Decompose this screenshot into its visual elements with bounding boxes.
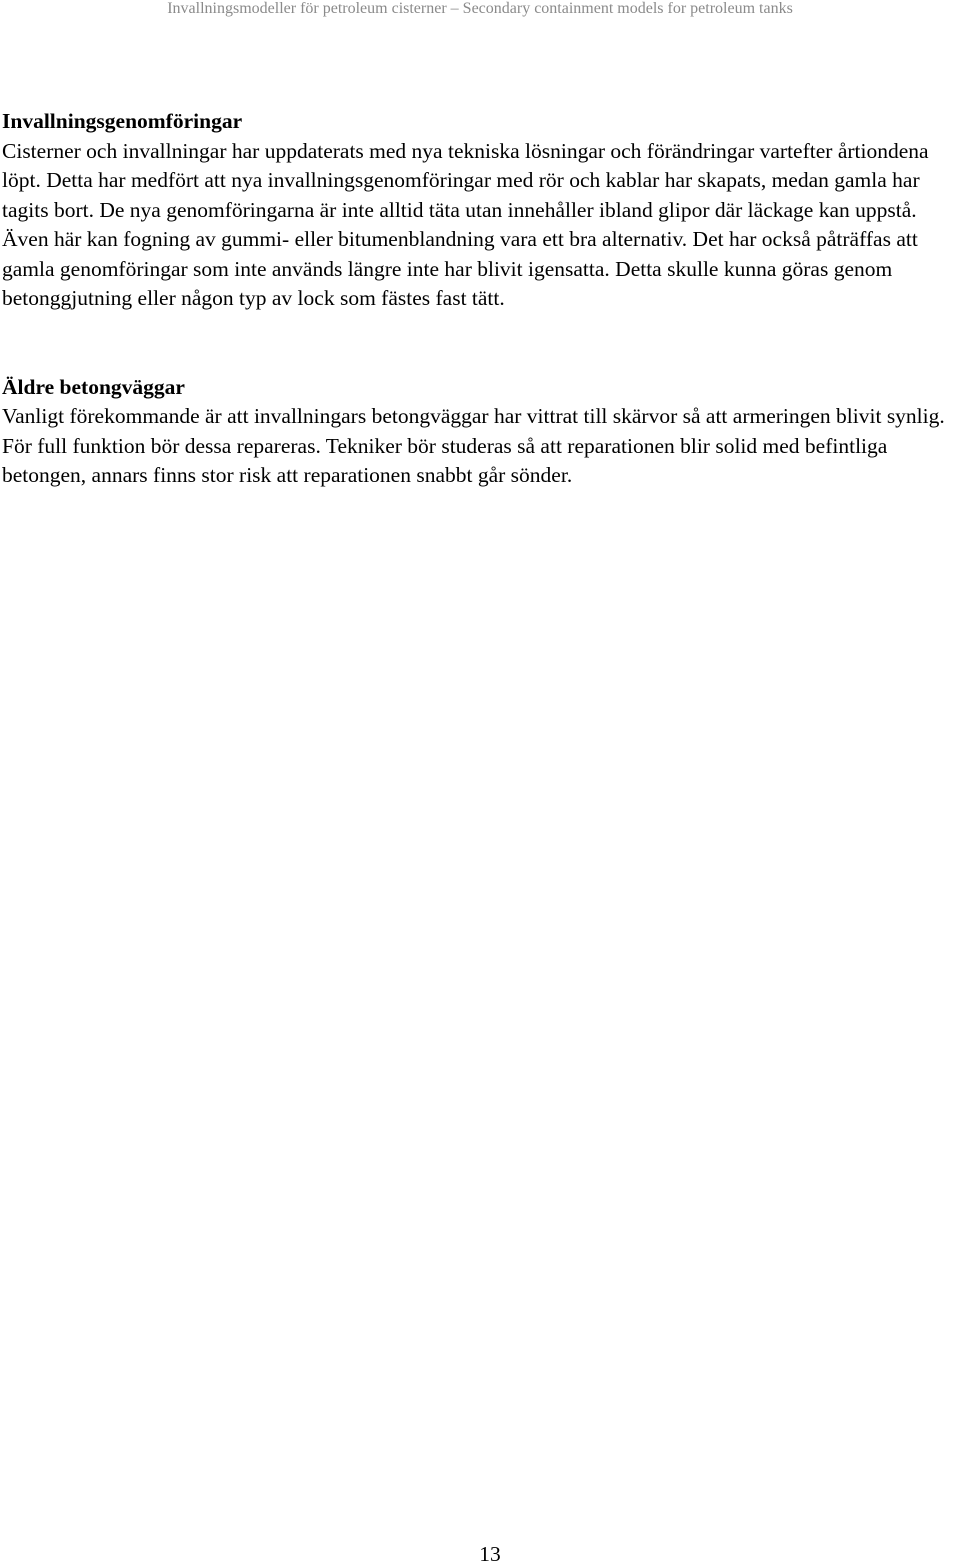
running-header: Invallningsmodeller för petroleum cisterner – Secondary containment models for petroleum tanks — [167, 0, 793, 17]
section-paragraph: Vanligt förekommande är att invallningars betongväggar har vittrat till skärvor så att armeringen blivit synlig. För full funktion bör dessa repareras. Tekniker bör studeras så att reparationen blir solid med befintliga betongen, annars finns stor risk att reparationen snabbt går sönder. — [2, 404, 945, 487]
section-heading: Äldre betongväggar — [2, 374, 185, 399]
section-aldre-betongvaggar — [2, 373, 958, 491]
section-invallningsgenomforingar — [2, 107, 958, 314]
section-paragraph: Cisterner och invallningar har uppdaterats med nya tekniska lösningar och förändringar vartefter årtiondena löpt. Detta har medfört att nya invallningsgenomföringar med rör och kablar har skapats, medan gamla har tagits bort. De nya genomföringarna är inte alltid täta utan innehåller ibland glipor där läckage kan uppstå. Även här kan fogning av gummi- eller bitumenblandning vara ett bra alternativ. Det har också påträffas att gamla genomföringar som inte används längre inte har blivit igensatta. Detta skulle kunna göras genom betonggjutning eller någon typ av lock som fästes fast tätt. — [2, 138, 929, 310]
section-heading: Invallningsgenomföringar — [2, 109, 243, 133]
page-number: 13 — [479, 1542, 501, 1566]
document-body — [2, 107, 958, 491]
